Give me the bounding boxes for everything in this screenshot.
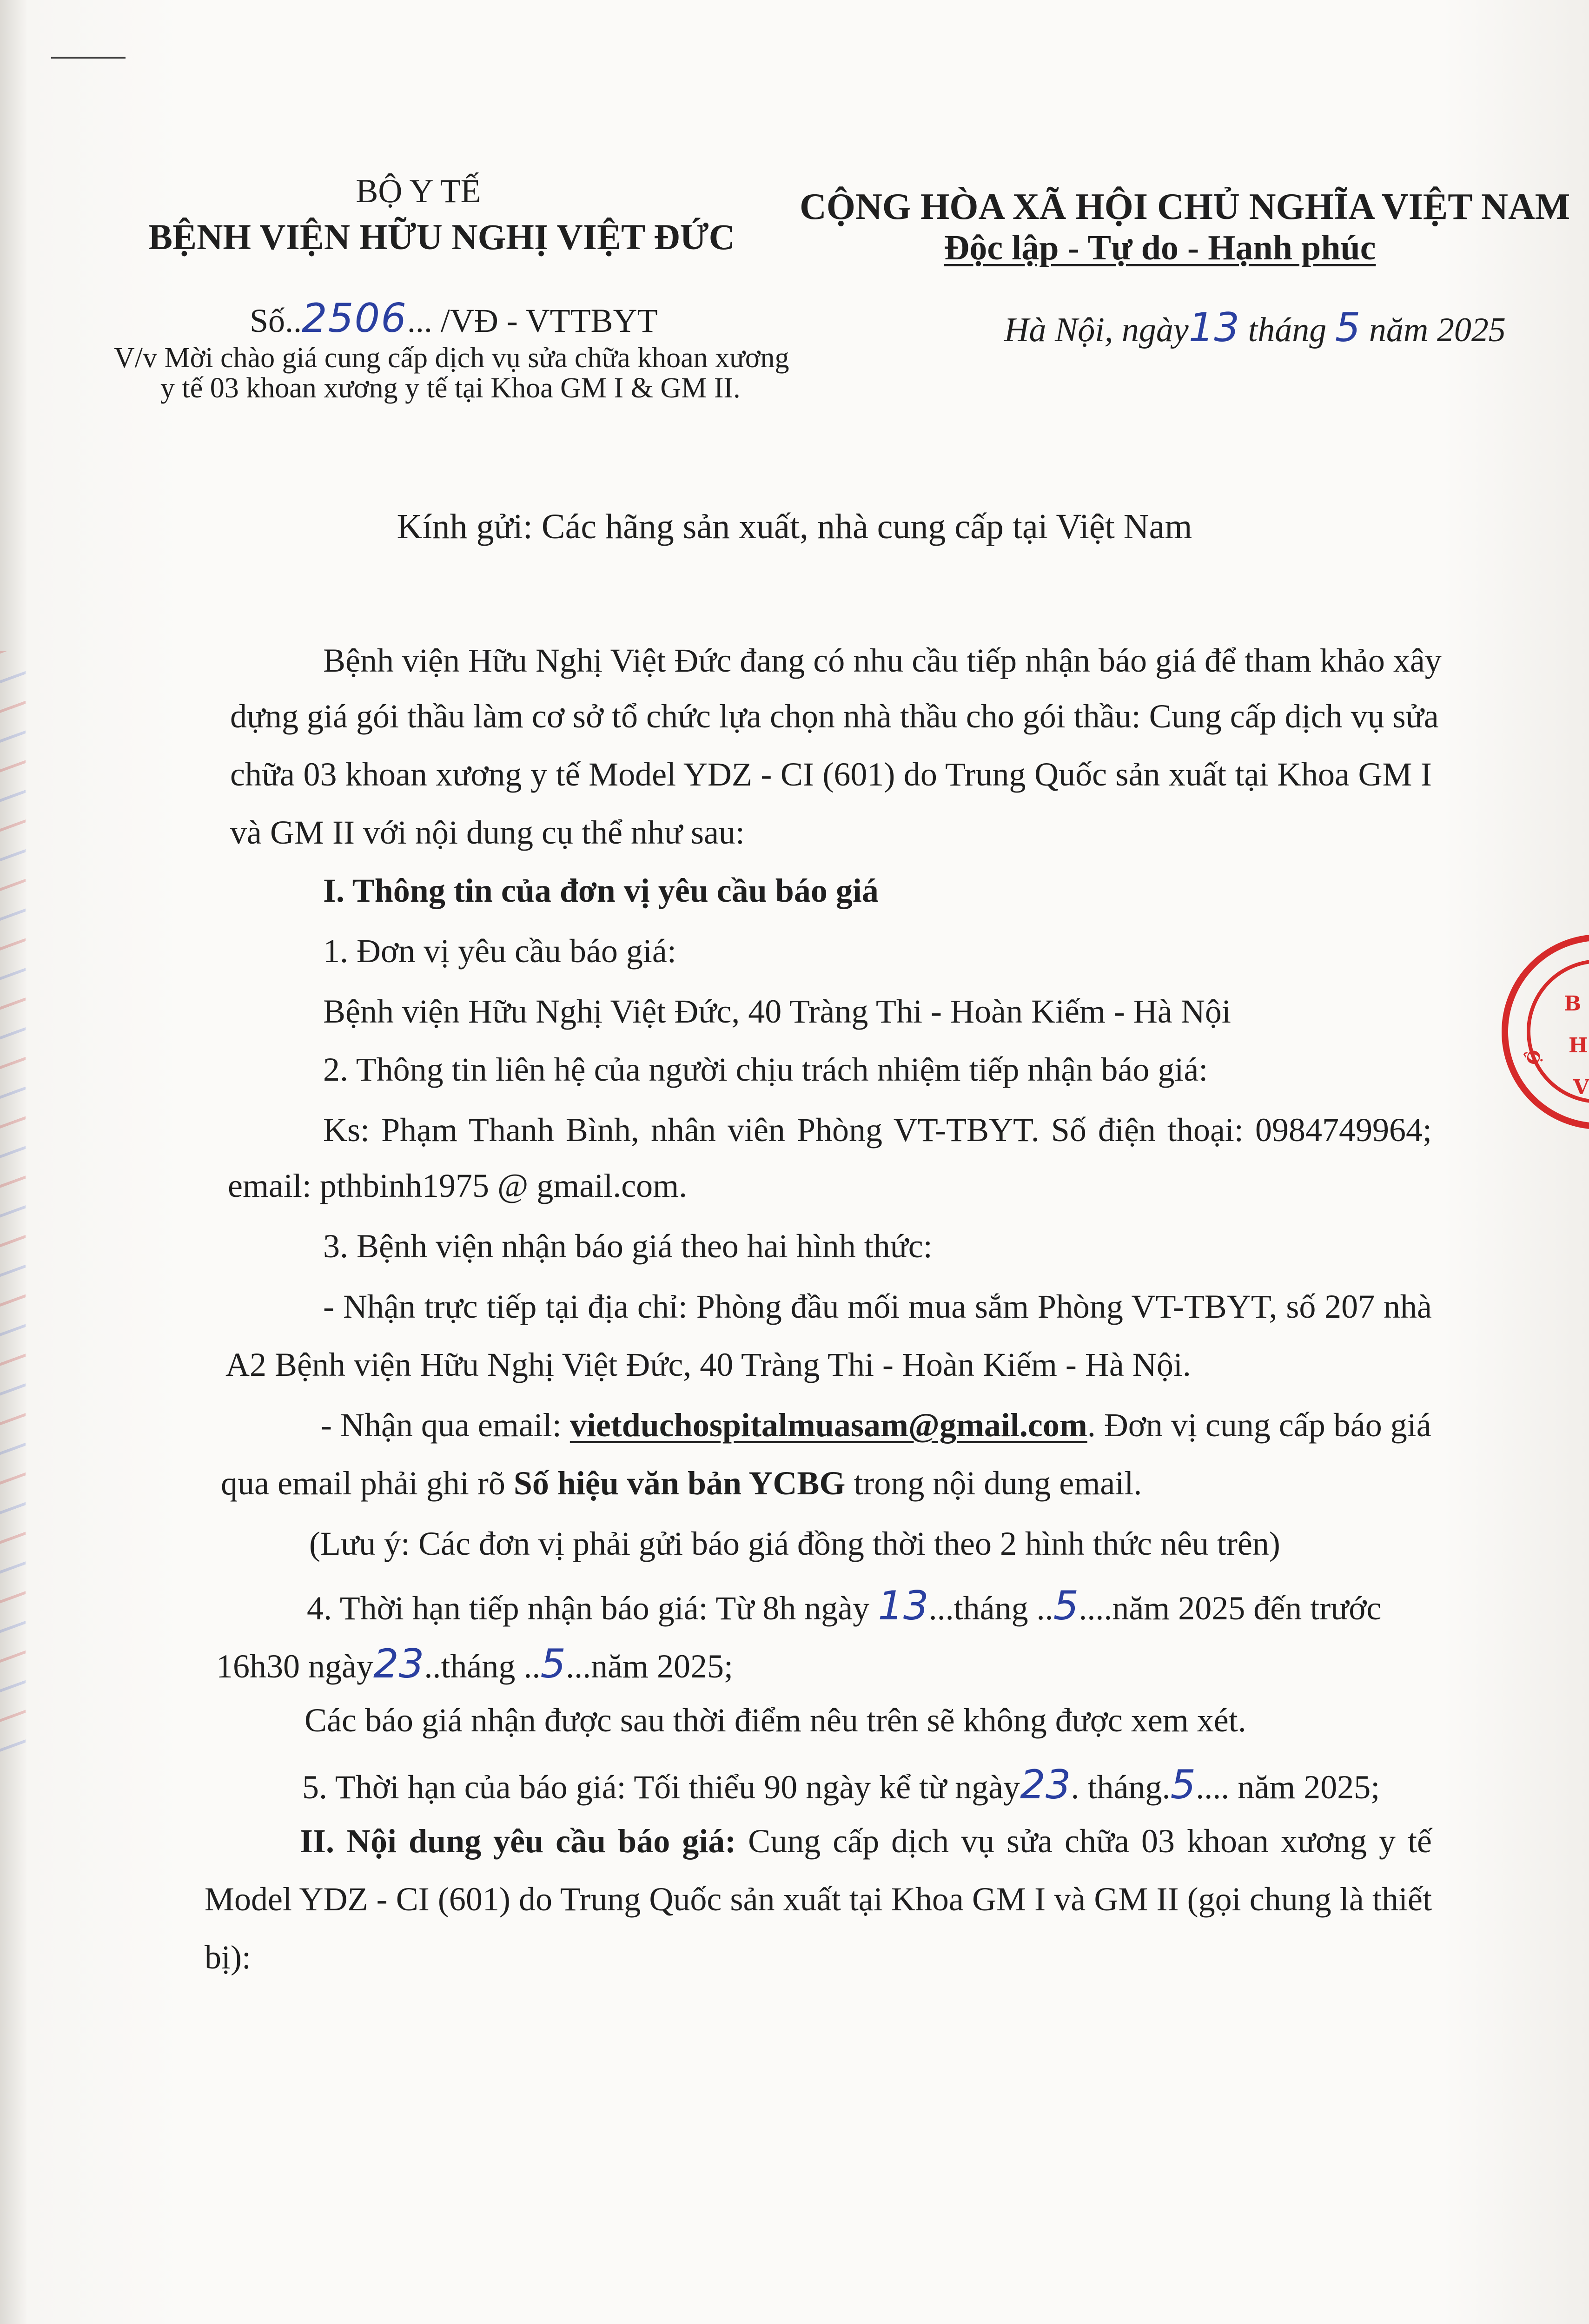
item-5-line: 5. Thời hạn của báo giá: Tối thiểu 90 ngày kể từ ngày23. tháng.5.... năm 2025; xyxy=(302,1762,1380,1808)
item-4-line-2: 16h30 ngày23..tháng ..5...năm 2025; xyxy=(216,1641,734,1687)
document-number xyxy=(250,295,658,342)
recipient-line: Kính gửi: Các hãng sản xuất, nhà cung cấp tại Việt Nam xyxy=(397,507,1192,546)
date-day: 13 xyxy=(1188,304,1240,351)
motto: Độc lập - Tự do - Hạnh phúc xyxy=(944,228,1376,267)
issue-date xyxy=(1004,304,1506,351)
section-2-line-2: Model YDZ - CI (601) do Trung Quốc sản xuất tại Khoa GM I và GM II (gọi chung là thiết xyxy=(205,1881,1432,1918)
item-1-label: 1. Đơn vị yêu cầu báo giá: xyxy=(323,932,676,970)
item-4-line-1: 4. Thời hạn tiếp nhận báo giá: Từ 8h ngày 13...tháng ..5....năm 2025 đến trước xyxy=(307,1583,1382,1629)
item-3-direct-line-1: - Nhận trực tiếp tại địa chỉ: Phòng đầu mối mua sắm Phòng VT-TBYT, số 207 nhà xyxy=(323,1288,1432,1325)
stamp-letter-1: B xyxy=(1564,992,1582,1016)
official-stamp xyxy=(1502,934,1589,1129)
nation-name: CỘNG HÒA XÃ HỘI CHỦ NGHĨA VIỆT NAM xyxy=(800,186,1570,227)
stamp-letter-3: V xyxy=(1573,1076,1589,1099)
subject-line-1: V/v Mời chào giá cung cấp dịch vụ sửa chữa khoan xương xyxy=(114,342,789,374)
intro-line-1: Bệnh viện Hữu Nghị Việt Đức đang có nhu cầu tiếp nhận báo giá để tham khảo xây xyxy=(323,642,1442,679)
item-3-email-line-2: qua email phải ghi rõ Số hiệu văn bản YCBG trong nội dung email. xyxy=(221,1465,1142,1502)
section-2-line-1: II. Nội dung yêu cầu báo giá: Cung cấp dịch vụ sửa chữa 03 khoan xương y tế xyxy=(300,1822,1432,1860)
subject-line-2: y tế 03 khoan xương y tế tại Khoa GM I & GM II. xyxy=(160,372,741,404)
item-4-note: Các báo giá nhận được sau thời điểm nêu trên sẽ không được xem xét. xyxy=(305,1702,1246,1739)
intro-line-3: chữa 03 khoan xương y tế Model YDZ - CI (601) do Trung Quốc sản xuất tại Khoa GM I xyxy=(230,756,1432,793)
item-2-label: 2. Thông tin liên hệ của người chịu trách nhiệm tiếp nhận báo giá: xyxy=(323,1051,1208,1088)
scan-edge-mark xyxy=(51,57,126,59)
item-4-day: 13 xyxy=(878,1583,929,1629)
number-suffix: ... /VĐ - VTTBYT xyxy=(407,302,658,339)
date-year: năm 2025 xyxy=(1369,311,1506,349)
scan-edge-decoration xyxy=(0,651,26,1766)
date-month-label: tháng xyxy=(1248,311,1327,349)
item-5-day: 23 xyxy=(1020,1762,1071,1808)
date-month: 5 xyxy=(1335,304,1361,351)
item-3-email-line-1: - Nhận qua email: vietduchospitalmuasam@gmail.com. Đơn vị cung cấp báo giá xyxy=(321,1406,1431,1444)
number-prefix: Số.. xyxy=(250,302,302,339)
section-2-line-3: bị): xyxy=(205,1939,251,1976)
item-3-direct-line-2: A2 Bệnh viện Hữu Nghị Việt Đức, 40 Tràng Thi - Hoàn Kiếm - Hà Nội. xyxy=(225,1346,1191,1383)
item-5-month: 5 xyxy=(1170,1762,1196,1808)
item-4-day-2: 23 xyxy=(373,1641,424,1687)
item-4-month-2: 5 xyxy=(540,1641,566,1687)
item-1-value: Bệnh viện Hữu Nghị Việt Đức, 40 Tràng Thi - Hoàn Kiếm - Hà Nội xyxy=(323,993,1231,1030)
item-3-label: 3. Bệnh viện nhận báo giá theo hai hình thức: xyxy=(323,1228,933,1265)
number-handwritten: 2506 xyxy=(302,295,407,342)
hospital-name: BỆNH VIỆN HỮU NGHỊ VIỆT ĐỨC xyxy=(148,217,735,257)
intro-line-2: dựng giá gói thầu làm cơ sở tổ chức lựa chọn nhà thầu cho gói thầu: Cung cấp dịch vụ sửa xyxy=(230,698,1439,735)
date-prefix: Hà Nội, ngày xyxy=(1004,311,1189,349)
hospital-email-link[interactable]: vietduchospitalmuasam@gmail.com xyxy=(569,1406,1087,1444)
item-4-month: 5 xyxy=(1053,1583,1079,1629)
section-2-heading: II. Nội dung yêu cầu báo giá: xyxy=(300,1822,736,1860)
section-1-heading: I. Thông tin của đơn vị yêu cầu báo giá xyxy=(323,872,879,909)
item-2-contact: Ks: Phạm Thanh Bình, nhân viên Phòng VT-TBYT. Số điện thoại: 0984749964; xyxy=(323,1111,1432,1149)
intro-line-4: và GM II với nội dung cụ thể như sau: xyxy=(230,814,745,851)
stamp-letter-4: Ộ xyxy=(1522,1047,1546,1068)
stamp-letter-2: H xyxy=(1569,1034,1588,1057)
submission-note: (Lưu ý: Các đơn vị phải gửi báo giá đồng thời theo 2 hình thức nêu trên) xyxy=(309,1525,1280,1562)
item-2-email: email: pthbinh1975 @ gmail.com. xyxy=(228,1167,688,1204)
ministry-name: BỘ Y TẾ xyxy=(356,172,481,210)
